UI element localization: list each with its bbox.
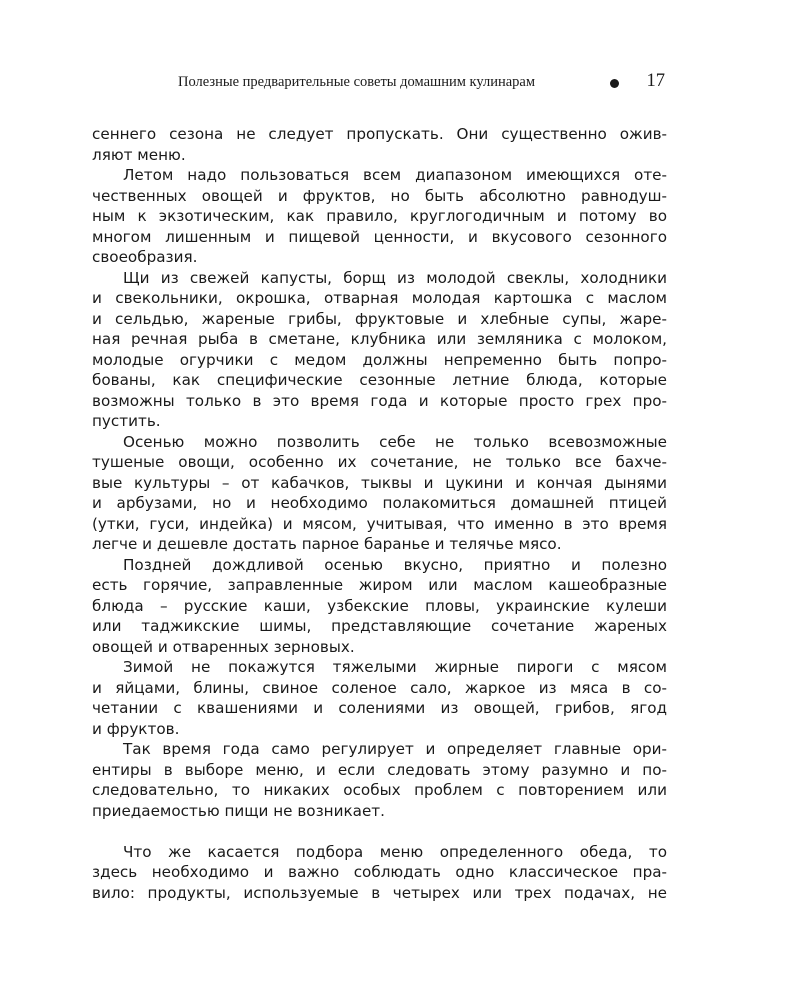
- text-line: ентиры в выборе меню, и если следовать этому разумно и по-: [92, 760, 667, 779]
- text-line: вые культуры – от кабачков, тыквы и цукини и кончая дынями: [92, 473, 667, 492]
- text-line: ная речная рыба в сметане, клубника или земляника с молоком,: [92, 330, 667, 348]
- text-line: возможны только в это время года и которые просто грех про-: [92, 391, 667, 410]
- text-line: молодые огурчики с медом должны непременно быть попро-: [92, 350, 667, 369]
- text-line: ляют меню.: [92, 145, 186, 164]
- text-line: и арбузами, но и необходимо полакомиться домашней птицей: [92, 494, 667, 512]
- text-line: овощей и отваренных зерновых.: [92, 637, 355, 656]
- bullet-dot-icon: [610, 79, 619, 88]
- text-line: или таджикские шимы, представляющие сочетание жареных: [92, 617, 667, 635]
- text-line: и фруктов.: [92, 719, 180, 738]
- text-line: есть горячие, заправленные жиром или маслом кашеобразные: [92, 576, 667, 594]
- text-line: Что же касается подбора меню определенного обеда, то: [123, 842, 667, 861]
- text-line: Зимой не покажутся тяжелыми жирные пироги с мясом: [123, 658, 667, 676]
- text-line: Так время года само регулирует и определяет главные ори-: [123, 740, 667, 758]
- text-line: здесь необходимо и важно соблюдать одно классическое пра-: [92, 863, 667, 881]
- text-line: вило: продукты, используемые в четырех или трех подачах, не: [92, 883, 667, 902]
- text-line: легче и дешевле достать парное баранье и телячье мясо.: [92, 535, 562, 553]
- text-line: Осенью можно позволить себе не только всевозможные: [123, 432, 667, 451]
- text-line: тушеные овощи, особенно их сочетание, не только все бахче-: [92, 453, 667, 471]
- text-line: следовательно, то никаких особых проблем с повторением или: [92, 781, 667, 799]
- text-line: (утки, гуси, индейка) и мясом, учитывая, что именно в это время: [92, 514, 667, 533]
- text-line: бованы, как специфические сезонные летние блюда, которые: [92, 371, 667, 389]
- text-line: Летом надо пользоваться всем диапазоном имеющихся оте-: [123, 166, 667, 184]
- text-line: приедаемостью пищи не возникает.: [92, 801, 385, 820]
- running-title: Полезные предварительные советы домашним кулинарам: [178, 74, 536, 90]
- running-header: [178, 71, 665, 95]
- text-line: ным к экзотическим, как правило, круглогодичным и потому во: [92, 207, 667, 225]
- text-line: Щи из свежей капусты, борщ из молодой свеклы, холодники: [123, 268, 667, 287]
- body-text: [92, 124, 667, 903]
- text-line: и яйцами, блины, свиное соленое сало, жаркое из мяса в со-: [92, 678, 667, 697]
- text-line: четании с квашениями и солениями из овощей, грибов, ягод: [92, 699, 667, 717]
- text-line: многом лишенным и пищевой ценности, и вкусового сезонного: [92, 227, 667, 246]
- text-line: чественных овощей и фруктов, но быть абсолютно равнодуш-: [92, 186, 667, 205]
- section-break: [92, 821, 667, 842]
- text-line: пустить.: [92, 412, 161, 430]
- text-line: сеннего сезона не следует пропускать. Они существенно ожив-: [92, 125, 667, 143]
- text-line: и свекольники, окрошка, отварная молодая картошка с маслом: [92, 289, 667, 307]
- text-line: и сельдью, жареные грибы, фруктовые и хлебные супы, жаре-: [92, 309, 667, 328]
- text-line: своеобразия.: [92, 248, 198, 266]
- page-number: 17: [646, 71, 665, 91]
- text-line: Поздней дождливой осенью вкусно, приятно и полезно: [123, 555, 667, 574]
- text-line: блюда – русские каши, узбекские пловы, украинские кулеши: [92, 596, 667, 615]
